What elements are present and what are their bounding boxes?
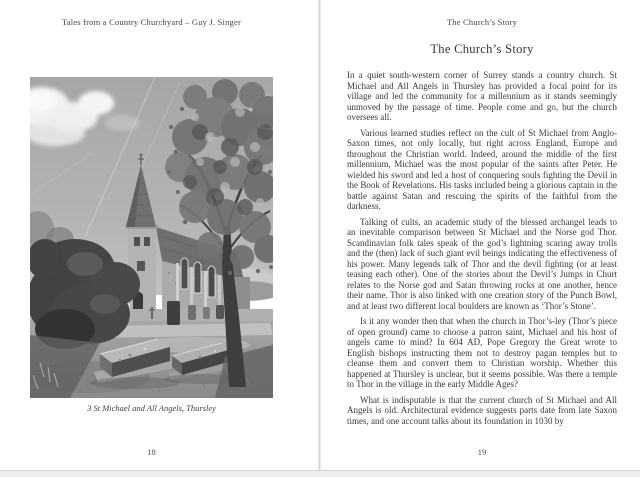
church-photo-illustration <box>30 77 273 398</box>
left-page <box>0 0 318 470</box>
page-number-right: 19 <box>477 447 487 457</box>
body-paragraph: Various learned studies reflect on the cult of St Michael from Anglo-Saxon times, not only locally, but right across England, Europe and throughout the Christian world. Indeed, around the middle of the first millennium, Michael was the most popular of the saints after Peter. He wielded his sword and led a host of conquering souls fighting the Devil in the Book of Revelations. His tasks included being a glorious captain in the battle against Satan and rescuing the spirits of the faithful from the darkness. <box>347 127 617 211</box>
viewer-bottom-edge <box>0 470 640 477</box>
running-header-right: The Church’s Story <box>446 17 518 27</box>
right-page <box>322 0 640 470</box>
chapter-body <box>347 70 617 426</box>
church-photo <box>30 77 273 398</box>
body-paragraph: What is indisputable is that the current church of St Michael and All Angels is old. Architectural evidence suggests parts date from late Saxon times, and one account talks about its foundation in 1030 by <box>347 394 617 426</box>
body-paragraph: Talking of cults, an academic study of the blessed archangel leads to an inevitable comparison between St Michael and the Norse god Thor. Scandinavian folk tales speak of the god’s lightning scaring away trolls and the (then) lack of such giant evil beings indicating the effectiveness of his power. Many legends talk of Thor and the devil fighting (or at least teasing each other). One of the stories about the Devil’s Jumps in Churt relates to the Norse god and Satan throwing rocks at one another, hence their name. Thor is also linked with one creation story of the Punch Bowl, and at least two different local boulders are known as ‘Thor’s Stone’. <box>347 216 617 311</box>
photo-caption: 3 St Michael and All Angels, Thursley <box>87 403 216 413</box>
body-paragraph: In a quiet south-western corner of Surrey stands a country church. St Michael and All Angels in Thursley has provided a focal point for its village and led the community for a millennium as it stands seemingly unmoved by the passage of time. People come and go, but the church oversees all. <box>347 70 617 122</box>
page-number-left: 18 <box>147 447 156 457</box>
chapter-title: The Church’s Story <box>430 42 534 56</box>
running-header-left: Tales from a Country Churchyard – Guy J. Singer <box>61 17 241 27</box>
body-paragraph: Is it any wonder then that when the church in Thor’s-ley (Thor’s piece of open ground) came to choose a patron saint, Michael and his host of angels came to mind? In 604 AD, Pope Gregory the Great wrote to English bishops instructing them not to destroy pagan temples but to cleanse them and convert them to Christian worship. Whether this happened at Thursley is unclear, but it seems possible. Was there a temple to Thor in the village in the early Middle Ages? <box>347 316 617 389</box>
